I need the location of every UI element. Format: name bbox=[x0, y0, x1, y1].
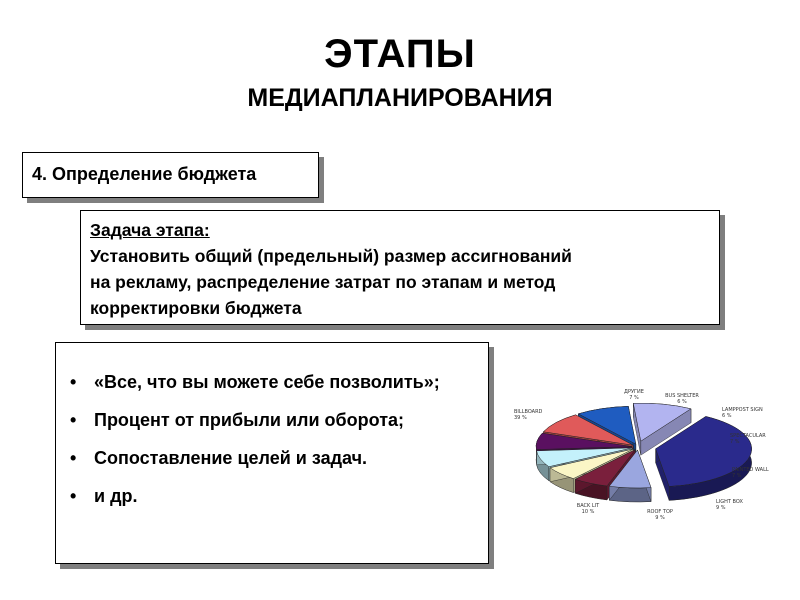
pie-label: LIGHT BOX bbox=[716, 499, 743, 505]
task-line: корректировки бюджета bbox=[90, 298, 302, 318]
pie-label: PAINTED WALL bbox=[732, 467, 769, 473]
bullet-icon: • bbox=[70, 410, 77, 430]
bullet-icon: • bbox=[70, 486, 77, 506]
page-subtitle: МЕДИАПЛАНИРОВАНИЯ bbox=[247, 84, 553, 112]
pie-label: ДРУГИЕ bbox=[624, 389, 644, 395]
list-item bbox=[70, 371, 478, 394]
stage-label-box bbox=[22, 152, 319, 198]
pie-label: BACK LIT bbox=[576, 503, 600, 509]
pie-value-label: 6 % bbox=[677, 399, 687, 405]
pie-value-label: 6 % bbox=[722, 413, 732, 419]
pie-label: BILLBOARD bbox=[514, 409, 543, 415]
list-item-text: Сопоставление целей и задач. bbox=[94, 448, 368, 468]
page-title: ЭТАПЫ bbox=[324, 32, 476, 76]
pie-label: ROOF TOP bbox=[647, 509, 673, 515]
list-item-text: Процент от прибыли или оборота; bbox=[94, 410, 405, 430]
pie-value-label: 39 % bbox=[514, 415, 527, 421]
pie-value-label: 7 % bbox=[732, 473, 742, 479]
budget-pie-chart bbox=[500, 385, 790, 545]
pie-value-label: 7 % bbox=[629, 395, 639, 401]
task-line: Установить общий (предельный) размер ассигнований bbox=[90, 246, 572, 266]
bullet-icon: • bbox=[70, 372, 77, 392]
methods-list bbox=[70, 371, 478, 508]
list-item-text: «Все, что вы можете себе позволить»; bbox=[94, 372, 440, 392]
list-item bbox=[70, 409, 478, 432]
pie-value-label: 10 % bbox=[581, 509, 595, 515]
pie-label: SPECTACULAR bbox=[730, 433, 766, 439]
pie-value-label: 9 % bbox=[655, 515, 665, 521]
methods-box bbox=[55, 342, 489, 564]
list-item bbox=[70, 485, 478, 508]
pie-label: BUS SHELTER bbox=[665, 393, 699, 399]
task-heading: Задача этапа: bbox=[90, 220, 210, 240]
list-item-text: и др. bbox=[94, 486, 138, 506]
pie-value-label: 7 % bbox=[730, 439, 740, 445]
pie-value-label: 9 % bbox=[716, 505, 726, 511]
list-item bbox=[70, 447, 478, 470]
task-line: на рекламу, распределение затрат по этапам и метод bbox=[90, 272, 556, 292]
pie-label: LAMPPOST SIGN bbox=[722, 407, 763, 413]
task-box bbox=[80, 210, 720, 325]
bullet-icon: • bbox=[70, 448, 77, 468]
stage-label: 4. Определение бюджета bbox=[32, 164, 257, 184]
